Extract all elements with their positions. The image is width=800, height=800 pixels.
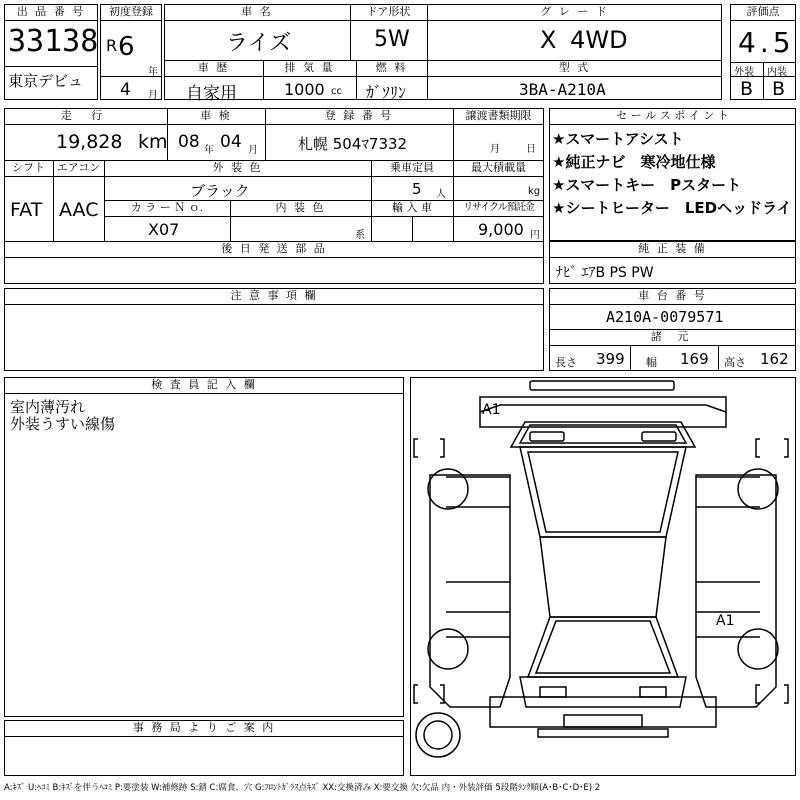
door-label: ドア形状 [366,5,411,18]
int-color-label: 内 装 色 [275,201,326,214]
aircon-label: エアコン [56,161,101,174]
capacity-unit: 人 [436,189,446,200]
score-value: 4.5 [738,26,795,59]
shift-label: シフト [12,161,45,174]
int-color-unit: 系 [355,230,365,241]
mileage-unit: km [138,131,168,153]
first-reg-year-unit: 年 [148,67,158,78]
height-label: 高さ [724,356,746,369]
first-reg-era: R [106,36,118,55]
office-label: 事 務 局 よ り ご 案 内 [132,721,276,734]
ext-color-label: 外 装 色 [212,161,263,174]
genuine-equipment-label: 純 正 装 備 [638,242,707,255]
first-reg-label: 初度登録 [109,5,153,18]
displacement-unit: cc [331,86,342,97]
mileage-label: 走 行 [60,109,111,122]
lot-label: 出 品 番 号 [16,5,86,18]
capacity-value: 5 [412,180,422,198]
transfer-month-unit: 月 [490,144,500,155]
inspection-year: 08 [178,132,200,152]
displacement-label: 排 気 量 [284,61,335,74]
genuine-equipment-value: ﾅﾋﾞ ｴｱB PS PW [556,265,654,281]
first-reg-year: 6 [118,32,135,62]
car-name-label: 車 名 [241,5,273,18]
chassis-label: 車 台 番 号 [638,289,707,302]
history-value: 自家用 [186,84,237,104]
shift-value: FAT [10,199,43,221]
inspector-line: 室内薄汚れ [10,398,86,416]
exterior-label: 外装 [734,67,754,78]
first-reg-month: 4 [120,80,131,100]
car-name: ライズ [226,31,292,56]
length-label: 長さ [555,356,577,369]
sales-point-item: ★純正ナビ 寒冷地仕様 [552,153,716,171]
color-no-value: X07 [148,220,180,239]
inspection-month: 04 [220,132,242,152]
recycle-label: リサイクル預託金 [463,202,534,213]
width-value: 169 [680,350,709,368]
max-load-label: 最大積載量 [471,161,526,174]
registration-value: 札幌 504ﾏ7332 [298,135,408,153]
score-label: 評価点 [746,5,780,18]
later-parts-label: 後 日 発 送 部 品 [221,242,327,255]
interior-score: B [772,78,786,100]
fuel-value: ｶﾞｿﾘﾝ [366,83,407,102]
ext-color-value: ブラック [190,182,250,200]
transfer-label: 譲渡書類期限 [465,109,532,122]
inspection-year-unit: 年 [204,145,214,156]
inspection-month-unit: 月 [248,145,258,156]
door-value: 5W [374,27,410,52]
first-reg-month-unit: 月 [148,90,158,101]
grade-label: グ レ ー ド [540,5,609,18]
transfer-day-unit: 日 [526,144,536,155]
height-value: 162 [760,350,789,368]
mileage-value: 19,828 [56,131,123,153]
grade-value: X 4WD [540,26,628,54]
sales-point-item: ★スマートアシスト [552,130,684,148]
aircon-value: AAC [59,199,99,221]
registration-label: 登 録 番 号 [324,109,394,122]
max-load-unit: kg [528,186,541,197]
color-no-label: カ ラ ー Ｎ ｏ. [130,201,204,214]
inspector-label: 検 査 員 記 入 欄 [151,378,257,391]
sales-point-item: ★スマートキー Pスタート [552,176,742,194]
damage-mark: A1 [716,613,735,629]
length-value: 399 [596,350,625,368]
damage-mark: A1 [482,402,501,418]
sales-point-item: ★シートヒーター LEDヘッドライ [552,199,792,217]
inspection-label: 車 検 [200,109,232,122]
sales-points-label: セ ー ル ス ポ イ ン ト [616,109,729,122]
model-code: 3BA-A210A [519,80,606,99]
car-diagram [410,377,796,776]
interior-label: 内装 [767,67,787,78]
capacity-label: 乗車定員 [390,161,434,174]
width-label: 幅 [646,356,657,369]
exterior-score: B [740,78,754,100]
recycle-unit: 円 [530,230,540,241]
model-code-label: 型 式 [558,61,591,74]
venue: 東京デビュ [8,72,84,90]
lot-number: 33138 [8,24,99,59]
chassis-number: A210A-0079571 [606,308,724,326]
notes-label: 注 意 事 項 欄 [230,289,318,302]
dims-label: 諸 元 [650,330,695,343]
displacement-value: 1000 [284,80,325,99]
history-label: 車 歴 [197,61,230,74]
legend: A:ｷｽﾞ U:ﾍｺﾐ B:ｷｽﾞを伴うﾍｺﾐ P:要塗装 W:補修跡 S:錆 C:腐食、穴 G:ﾌﾛﾝﾄｶﾞﾗｽ点ｷｽﾞ XX:交換済み X:要交換 欠:欠品 内・外装評価 5段階ﾗﾝｸ順(A･B･C･D･E) 2 [4,783,601,793]
import-label: 輸 入 車 [392,201,432,214]
inspector-line: 外装うすい線傷 [10,415,116,433]
recycle-value: 9,000 [478,220,524,239]
fuel-label: 燃 料 [375,61,408,74]
